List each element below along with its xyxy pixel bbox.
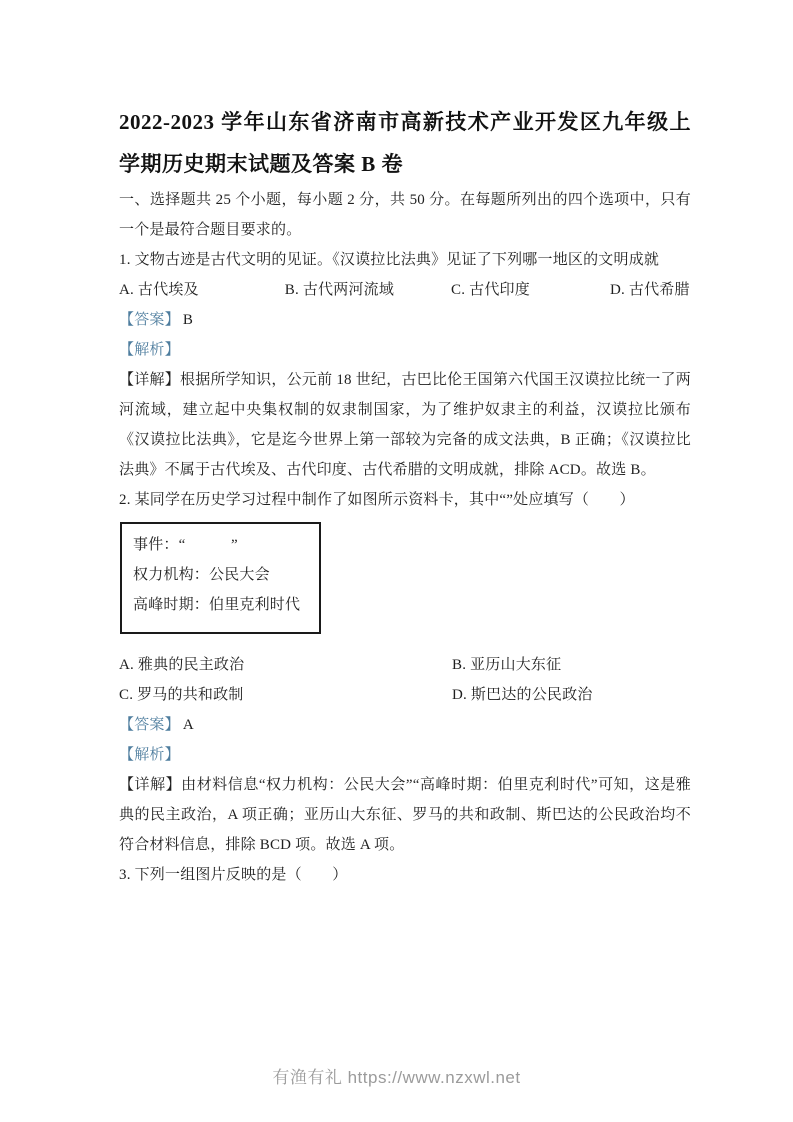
section-intro: 一、选择题共 25 个小题，每小题 2 分，共 50 分。在每题所列出的四个选项中，只有一个是最符合题目要求的。	[119, 192, 691, 238]
question-2-option-d: D. 斯巴达的公民政治	[452, 687, 593, 703]
analysis-label: 【解析】	[119, 342, 180, 358]
answer-label: 【答案】	[119, 312, 180, 328]
question-1-option-a: A. 古代埃及	[119, 282, 199, 298]
answer-value: B	[182, 312, 194, 328]
card-line-peak: 高峰时期：伯里克利时代	[133, 597, 301, 613]
question-1-option-d: D. 古代希腊	[609, 282, 690, 298]
question-2-options	[119, 650, 691, 710]
question-2-analysis-line	[119, 740, 691, 770]
question-2-stem: 2. 某同学在历史学习过程中制作了如图所示资料卡，其中“”处应填写（ ）	[119, 492, 635, 508]
answer-value: A	[182, 717, 194, 733]
card-line-authority: 权力机构：公民大会	[133, 567, 270, 583]
analysis-label: 【解析】	[119, 747, 180, 763]
card-line-event: 事件：“ ”	[133, 537, 238, 553]
question-2-option-a: A. 雅典的民主政治	[119, 657, 245, 673]
question-3-stem: 3. 下列一组图片反映的是（ ）	[119, 867, 348, 883]
question-2-option-b: B. 亚历山大东征	[452, 657, 562, 673]
info-card	[120, 522, 321, 634]
document-page	[119, 101, 691, 890]
option-gap	[394, 293, 451, 294]
question-2-detail: 【详解】由材料信息“权力机构：公民大会”“高峰时期：伯里克利时代”可知，这是雅典的民主政治，A 项正确；亚历山大东征、罗马的共和政制、斯巴达的公民政治均不符合材料信息，排除 BCD 项。故选 A 项。	[119, 777, 691, 853]
option-gap	[199, 293, 285, 294]
question-1-options	[119, 275, 691, 305]
option-gap	[530, 293, 610, 294]
question-1-answer-line	[119, 305, 691, 335]
question-2-option-c: C. 罗马的共和政制	[119, 687, 244, 703]
question-1-option-b: B. 古代两河流域	[284, 282, 395, 298]
page-title: 2022-2023 学年山东省济南市高新技术产业开发区九年级上学期历史期末试题及答案 B 卷	[119, 110, 691, 176]
answer-label: 【答案】	[119, 717, 180, 733]
question-1-option-c: C. 古代印度	[451, 282, 530, 298]
question-1-detail: 【详解】根据所学知识，公元前 18 世纪，古巴比伦王国第六代国王汉谟拉比统一了两河流域，建立起中央集权制的奴隶制国家，为了维护奴隶主的利益，汉谟拉比颁布《汉谟拉比法典》，它是迄今世界上第一部较为完备的成文法典，B 正确；《汉谟拉比法典》不属于古代埃及、古代印度、古代希腊的文明成就，排除 ACD。故选 B。	[119, 372, 691, 478]
question-2-answer-line	[119, 710, 691, 740]
question-1-analysis-line	[119, 335, 691, 365]
question-1-stem: 1. 文物古迹是古代文明的见证。《汉谟拉比法典》见证了下列哪一地区的文明成就	[119, 252, 660, 268]
footer-watermark: 有渔有礼 https://www.nzxwl.net	[272, 1068, 521, 1087]
